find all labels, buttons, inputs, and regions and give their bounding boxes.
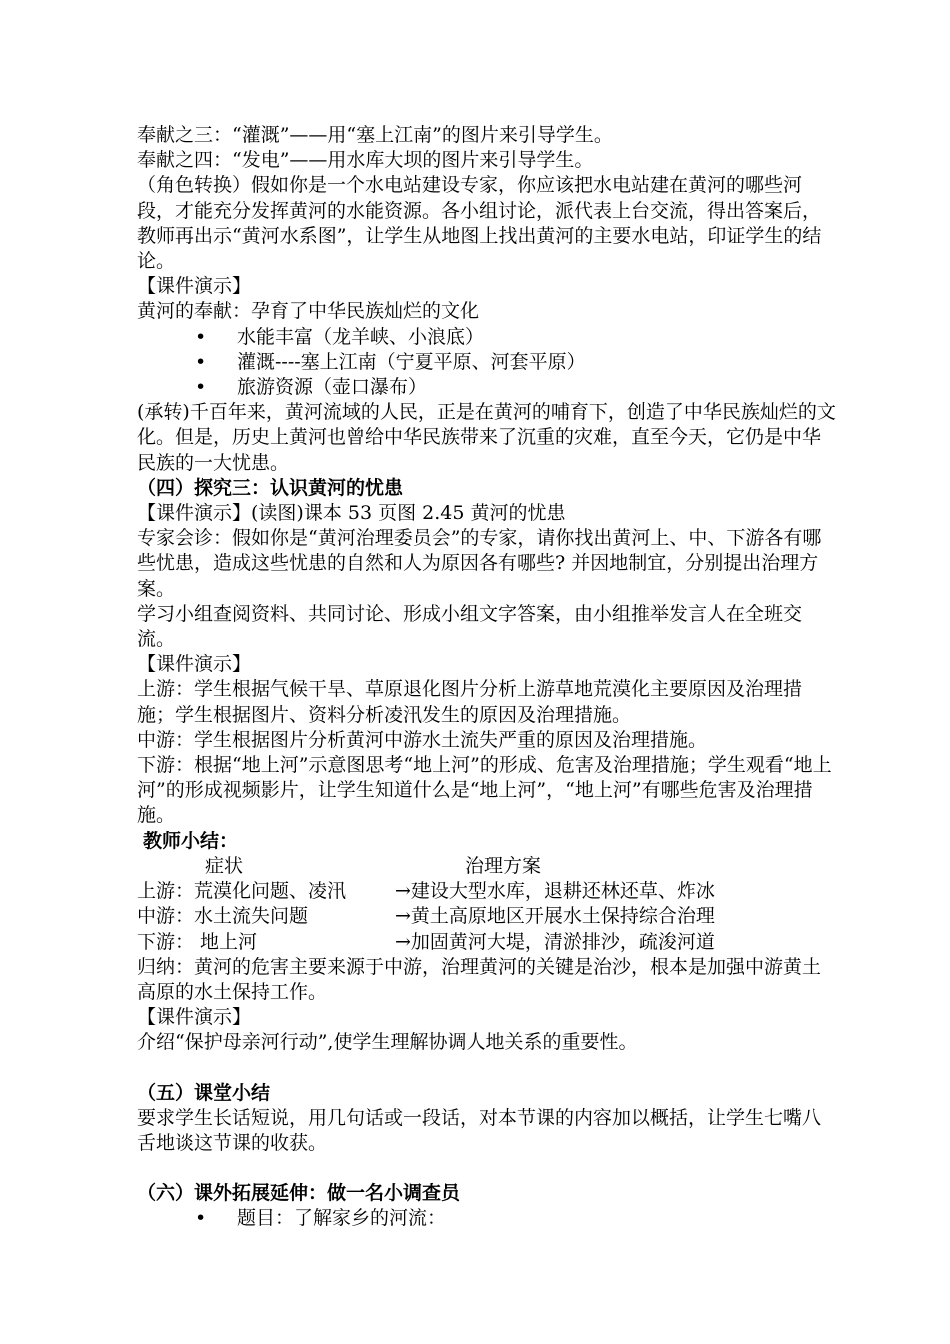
row-symptom: 上游：荒漠化问题、凌汛 <box>137 880 347 903</box>
paragraph-yellow-river-contribution: 黄河的奉献：孕育了中华民族灿烂的文化 <box>137 300 480 323</box>
table-row <box>137 904 837 929</box>
spacer <box>137 1156 837 1181</box>
paragraph-midstream: 中游：学生根据图片分析黄河中游水土流失严重的原因及治理措施。 <box>137 728 708 751</box>
column-plan: 治理方案 <box>465 854 542 877</box>
bullet-item <box>137 1206 837 1231</box>
bullet-text: 旅游资源（壶口瀑布） <box>237 376 428 399</box>
paragraph-role-switch: （角色转换）假如你是一个水电站建设专家，你应该把水电站建在黄河的哪些河段，才能充分发挥黄河的水能资源。各小组讨论，派代表上台交流，得出答案后，教师再出示“黄河水系图”，让学生从地图上找出黄河的主要水电站，印证学生的结论。 <box>137 174 822 273</box>
section-heading-5: （五）课堂小结 <box>137 1081 271 1104</box>
paragraph-contribution-4: 奉献之四：“发电”——用水库大坝的图片来引导学生。 <box>137 149 594 172</box>
bullet-item <box>137 350 837 375</box>
bullet-icon: • <box>195 325 207 348</box>
paragraph-contribution-3: 奉献之三：“灌溉”——用“塞上江南”的图片来引导学生。 <box>137 124 613 146</box>
bullet-item <box>137 375 837 400</box>
paragraph-upstream: 上游：学生根据气候干旱、草原退化图片分析上游草地荒漠化主要原因及治理措施；学生根据图片、资料分析凌汛发生的原因及治理措施。 <box>137 678 803 726</box>
paragraph-class-summary: 要求学生长话短说，用几句话或一段话，对本节课的内容加以概括，让学生七嘴八舌地谈这节课的收获。 <box>137 1106 822 1154</box>
section-heading-4: （四）探究三：认识黄河的忧患 <box>137 476 404 499</box>
paragraph-protect-river: 介绍“保护母亲河行动”,使学生理解协调人地关系的重要性。 <box>137 1031 638 1054</box>
courseware-label: 【课件演示】 <box>137 275 252 298</box>
spacer <box>137 1056 837 1081</box>
courseware-label: 【课件演示】 <box>137 653 252 676</box>
paragraph-transition: (承转)千百年来，黄河流域的人民，正是在黄河的哺育下，创造了中华民族灿烂的文化。但是，历史上黄河也曾给中华民族带来了沉重的灾难，直至今天，它仍是中华民族的一大忧患。 <box>137 401 836 474</box>
table-row <box>137 930 837 955</box>
column-symptom: 症状 <box>205 854 244 877</box>
table-row <box>137 879 837 904</box>
row-symptom: 下游： 地上河 <box>137 930 258 953</box>
bullet-item <box>137 325 837 350</box>
paragraph-expert-consult: 专家会诊：假如你是“黄河治理委员会”的专家，请你找出黄河上、中、下游各有哪些忧患，造成这些忧患的自然和人为原因各有哪些? 并因地制宜，分别提出治理方案。 <box>137 527 822 600</box>
bullet-icon: • <box>195 376 207 399</box>
row-plan: →黄土高原地区开展水土保持综合治理 <box>395 905 715 928</box>
courseware-label: 【课件演示】 <box>137 1006 252 1029</box>
teacher-summary-heading: 教师小结： <box>143 829 239 852</box>
bullet-text: 题目：了解家乡的河流： <box>237 1207 447 1230</box>
document-body <box>137 123 837 1232</box>
summary-table-header <box>137 854 837 879</box>
paragraph-group-study: 学习小组查阅资料、共同讨论、形成小组文字答案，由小组推举发言人在全班交流。 <box>137 602 803 651</box>
paragraph-conclusion: 归纳：黄河的危害主要来源于中游，治理黄河的关键是治沙，根本是加强中游黄土高原的水土保持工作。 <box>137 955 822 1003</box>
row-plan: →建设大型水库，退耕还林还草、炸冰 <box>395 880 715 903</box>
bullet-icon: • <box>195 1207 207 1230</box>
section-heading-6: （六）课外拓展延伸：做一名小调查员 <box>137 1182 461 1205</box>
courseware-reading: 【课件演示】(读图)课本 53 页图 2.45 黄河的忧患 <box>137 502 566 525</box>
bullet-text: 水能丰富（龙羊峡、小浪底） <box>237 325 485 348</box>
bullet-text: 灌溉----塞上江南（宁夏平原、河套平原） <box>237 350 586 373</box>
row-plan: →加固黄河大堤，清淤排沙，疏浚河道 <box>395 930 715 953</box>
row-symptom: 中游：水土流失问题 <box>137 905 309 928</box>
paragraph-downstream: 下游：根据“地上河”示意图思考“地上河”的形成、危害及治理措施；学生观看“地上河”的形成视频影片，让学生知道什么是“地上河”，“地上河”有哪些危害及治理措施。 <box>137 754 832 827</box>
bullet-icon: • <box>195 350 207 373</box>
